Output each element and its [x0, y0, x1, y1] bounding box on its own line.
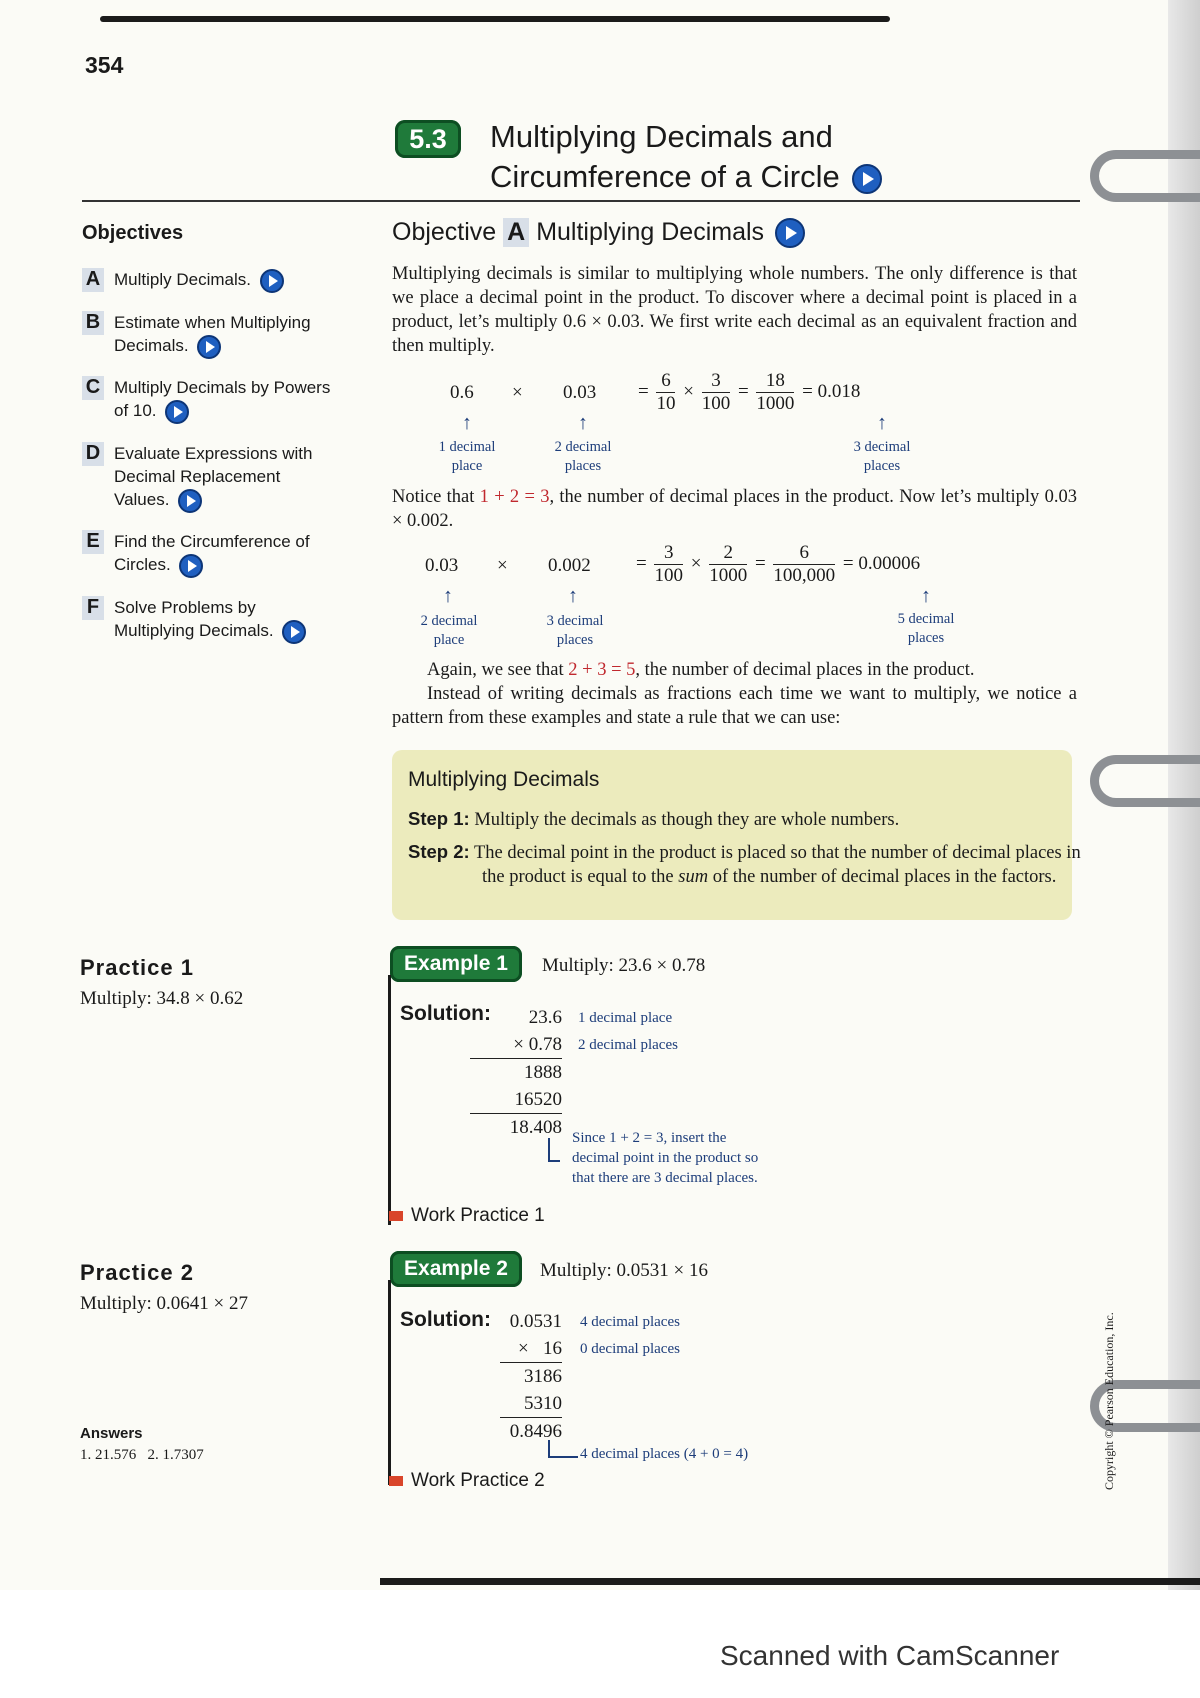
eq1-note-a	[422, 438, 512, 476]
note-line: 2 decimal	[554, 439, 612, 455]
numerator: 6	[773, 542, 835, 565]
note-line: place	[433, 632, 465, 648]
note-line: 2 decimal	[420, 613, 478, 629]
objective-letter: B	[82, 311, 104, 335]
example-2-bracket	[388, 1280, 391, 1485]
denominator: 100	[701, 393, 731, 414]
objective-title: Multiplying Decimals	[536, 218, 765, 246]
up-arrow-icon: ↑	[462, 412, 472, 434]
eq2-note-a	[404, 612, 494, 650]
denominator: 1000	[709, 565, 748, 586]
equals-sign: =	[638, 380, 649, 402]
example-1-bracket	[388, 975, 391, 1225]
highlight-sum: 1 + 2 = 3	[479, 487, 550, 507]
eq2-factor-b: 0.002	[548, 555, 591, 576]
example-1-question: Multiply: 23.6 × 0.78	[542, 955, 706, 976]
note-line: 3 decimal	[853, 439, 911, 455]
fraction	[654, 542, 683, 587]
step-label: Step 2:	[408, 841, 470, 862]
section-title-line2-text: Circumference of a Circle	[490, 159, 840, 194]
bottom-edge-bar	[380, 1578, 1200, 1585]
note-line: that there are 3 decimal places.	[572, 1170, 758, 1186]
up-arrow-icon: ↑	[921, 585, 931, 607]
instead-paragraph: Instead of writing decimals as fractions each time we want to multiply, we notice a pattern from these examples and state a rule that we can use:	[392, 684, 1077, 728]
section-title	[490, 117, 882, 197]
example-1-badge: Example 1	[390, 946, 522, 982]
page-number: 354	[85, 52, 124, 78]
times-sign: ×	[683, 380, 694, 402]
section-title-line2	[490, 157, 882, 197]
objective-item-e[interactable]	[82, 530, 352, 578]
fraction	[773, 542, 835, 587]
objective-prefix: Objective	[392, 218, 497, 246]
product-result: = 0.018	[802, 380, 861, 402]
note-line: place	[451, 458, 483, 474]
section-title-line1: Multiplying Decimals and	[490, 119, 833, 154]
step-text: The decimal point in the product is placed so that the number of decimal places in the product is equal to the	[473, 843, 1081, 887]
eq2-times: ×	[497, 555, 508, 576]
square-icon	[389, 1211, 403, 1221]
eq2-note-b	[530, 612, 620, 650]
note-line: Since 1 + 2 = 3, insert the	[572, 1130, 727, 1146]
play-video-icon[interactable]	[852, 164, 882, 194]
square-icon	[389, 1476, 403, 1486]
intro-paragraph: Multiplying decimals is similar to multiplying whole numbers. The only difference is that we place a decimal point in the product. To discover where a decimal point is placed in a product, let’s multiply 0.6 × 0.03. We first write each decimal as an equivalent fraction and then multiply.	[392, 264, 1077, 356]
fraction	[702, 370, 731, 415]
product-result: = 0.00006	[842, 552, 921, 574]
numerator: 2	[709, 542, 747, 565]
note-line: decimal point in the product so	[572, 1150, 759, 1166]
eq1-times: ×	[512, 382, 523, 403]
objective-letter: F	[82, 596, 104, 620]
example-2-multiplication	[500, 1308, 562, 1445]
scanner-watermark: Scanned with CamScanner	[720, 1640, 1060, 1671]
objective-letter: C	[82, 376, 104, 400]
text: Again, we see that	[427, 660, 569, 680]
denominator: 100,000	[773, 565, 836, 586]
objective-letter: D	[82, 442, 104, 466]
example-2-note-1: 4 decimal places	[580, 1314, 680, 1330]
objective-item-f[interactable]	[82, 596, 352, 644]
note-line: 5 decimal	[897, 611, 955, 627]
objective-text: Solve Problems by Multiplying Decimals.	[114, 598, 274, 640]
example-1-note-1: 1 decimal place	[578, 1010, 673, 1026]
eq2-note-result	[881, 610, 971, 648]
example-2-question: Multiply: 0.0531 × 16	[540, 1260, 709, 1281]
text: , the number of decimal places in the product.	[635, 660, 975, 680]
numerator: 3	[702, 370, 731, 393]
eq1-note-result	[837, 438, 927, 476]
annotation-connector	[548, 1440, 578, 1458]
example-1-note-2: 2 decimal places	[578, 1037, 678, 1053]
binder-ring-top	[1090, 150, 1200, 202]
note-line: places	[556, 632, 594, 648]
note-line: places	[907, 630, 945, 646]
example-2-badge: Example 2	[390, 1251, 522, 1287]
note-line: 1 decimal	[438, 439, 496, 455]
objective-text: Multiply Decimals.	[114, 270, 251, 289]
example-2-result-note: 4 decimal places (4 + 0 = 4)	[580, 1446, 749, 1462]
text: Notice that	[392, 487, 480, 507]
mult-line: 5310	[500, 1390, 562, 1418]
work-practice-1-link[interactable]	[389, 1205, 545, 1227]
rule-step-1	[408, 807, 1063, 832]
mult-line: 3186	[524, 1366, 562, 1387]
notice-paragraph	[392, 485, 1077, 533]
objective-item-a[interactable]	[82, 268, 352, 293]
top-edge-bar	[100, 16, 890, 22]
rule-step-2	[408, 840, 1087, 889]
play-video-icon[interactable]	[282, 620, 306, 644]
objective-item-c[interactable]	[82, 376, 352, 424]
play-video-icon[interactable]	[775, 218, 805, 248]
play-video-icon[interactable]	[165, 400, 189, 424]
section-number-badge: 5.3	[395, 120, 461, 158]
step-label: Step 1:	[408, 808, 470, 829]
objective-item-b[interactable]	[82, 311, 352, 359]
eq2-factor-a: 0.03	[425, 555, 459, 576]
equals-sign: =	[737, 380, 749, 402]
eq2-fraction-product	[636, 542, 920, 587]
answers-text: 1. 21.576 2. 1.7307	[80, 1447, 204, 1463]
example-1-solution-label: Solution:	[400, 1002, 491, 1025]
denominator: 10	[656, 393, 676, 414]
numerator: 3	[654, 542, 683, 565]
eq1-fraction-product	[638, 370, 860, 415]
note-line: places	[564, 458, 602, 474]
work-practice-label: Work Practice 2	[411, 1470, 545, 1491]
practice-2-heading: Practice 2	[80, 1260, 194, 1285]
play-video-icon[interactable]	[178, 489, 202, 513]
practice-2-question: Multiply: 0.0641 × 27	[80, 1293, 249, 1314]
mult-line: 0.8496	[509, 1421, 562, 1442]
objective-text: Evaluate Expressions with Decimal Replacement Values.	[114, 444, 313, 509]
example-1-since-note	[572, 1128, 758, 1188]
step-text: Multiply the decimals as though they are whole numbers.	[474, 810, 900, 830]
equals-sign: =	[636, 552, 647, 574]
highlight-sum: 2 + 3 = 5	[568, 660, 636, 680]
step-text: of the number of decimal places in the factors.	[708, 867, 1057, 887]
copyright-notice: Copyright © Pearson Education, Inc.	[1102, 1312, 1116, 1490]
mult-line: × 0.78	[470, 1031, 562, 1059]
example-2-solution-label: Solution:	[400, 1308, 491, 1331]
objective-text: Estimate when Multiplying Decimals.	[114, 313, 311, 355]
up-arrow-icon: ↑	[877, 412, 887, 434]
numerator: 18	[756, 370, 794, 393]
example-1-multiplication	[470, 1004, 562, 1141]
eq1-factor-a: 0.6	[450, 382, 474, 403]
objective-letter-box: A	[503, 218, 529, 247]
example-2-note-2: 0 decimal places	[580, 1341, 680, 1357]
objective-a-heading	[392, 218, 805, 248]
up-arrow-icon: ↑	[568, 585, 578, 607]
objective-text: Multiply Decimals by Powers of 10.	[114, 378, 331, 420]
note-line: 3 decimal	[546, 613, 604, 629]
objective-item-d[interactable]	[82, 442, 352, 513]
times-sign: ×	[690, 552, 702, 574]
mult-line: × 16	[500, 1335, 562, 1363]
mult-line: 1888	[524, 1062, 562, 1083]
play-video-icon[interactable]	[179, 554, 203, 578]
objective-letter: A	[82, 268, 104, 292]
numerator: 6	[656, 370, 675, 393]
text: , the number of decimal places in the product. Now let’s multiply 0.03 × 0.002.	[392, 487, 1077, 531]
mult-line: 23.6	[528, 1007, 562, 1028]
up-arrow-icon: ↑	[443, 585, 453, 607]
answers-heading: Answers	[80, 1425, 143, 1442]
fraction	[709, 542, 747, 587]
again-paragraph	[427, 658, 1077, 682]
objectives-heading: Objectives	[82, 222, 184, 244]
play-video-icon[interactable]	[197, 335, 221, 359]
up-arrow-icon: ↑	[578, 412, 588, 434]
fraction	[656, 370, 675, 415]
objective-letter: E	[82, 530, 104, 554]
denominator: 1000	[756, 393, 795, 414]
title-divider	[82, 200, 1080, 202]
mult-line: 18.408	[509, 1117, 562, 1138]
eq1-factor-b: 0.03	[563, 382, 597, 403]
rule-title: Multiplying Decimals	[408, 768, 600, 791]
denominator: 100	[654, 565, 683, 586]
work-practice-label: Work Practice 1	[411, 1205, 545, 1226]
fraction	[756, 370, 794, 415]
eq1-note-b	[538, 438, 628, 476]
practice-1-question: Multiply: 34.8 × 0.62	[80, 988, 244, 1009]
mult-line: 0.0531	[509, 1311, 562, 1332]
equals-sign: =	[754, 552, 766, 574]
note-line: places	[863, 458, 901, 474]
mult-line: 16520	[470, 1086, 562, 1114]
binder-ring-middle	[1090, 755, 1200, 807]
objective-text: Find the Circumference of Circles.	[114, 532, 310, 574]
annotation-connector	[548, 1138, 560, 1162]
practice-1-heading: Practice 1	[80, 955, 194, 980]
work-practice-2-link[interactable]	[389, 1470, 545, 1492]
step-emphasis: sum	[678, 867, 709, 887]
play-video-icon[interactable]	[260, 269, 284, 293]
